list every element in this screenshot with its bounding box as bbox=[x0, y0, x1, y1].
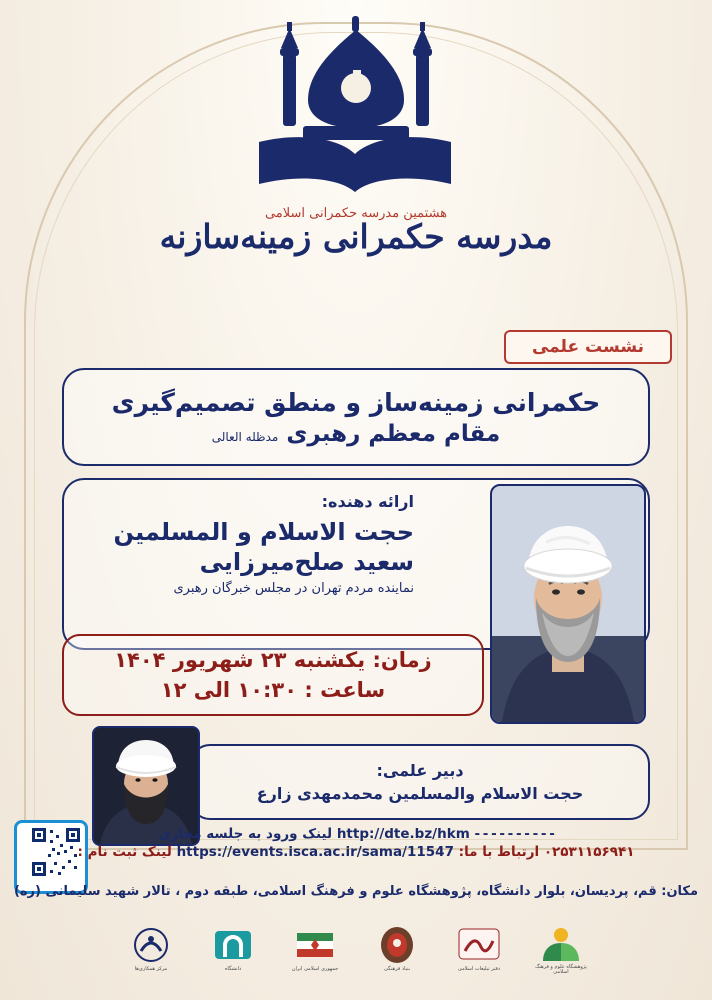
register-link-row[interactable] bbox=[0, 844, 712, 860]
navy-seal-icon bbox=[129, 925, 173, 965]
speaker-name-line-2: سعید صلح‌میرزایی bbox=[199, 548, 414, 576]
title-line-2-main: مقام معظم رهبری bbox=[286, 420, 501, 447]
brand-script-line: هشتمین مدرسه حکمرانی اسلامی bbox=[264, 206, 448, 221]
speaker-role: نماینده مردم تهران در مجلس خبرگان رهبری bbox=[173, 581, 414, 596]
footer-logo-calligraphy-red bbox=[449, 918, 509, 980]
footer-logo-emblem-dark bbox=[367, 918, 427, 980]
contact-number: ۰۲۵۳۱۱۵۶۹۴۱ bbox=[543, 844, 635, 860]
emblem-icon bbox=[375, 925, 419, 965]
footer-logo-iran-flag bbox=[285, 918, 345, 980]
dash-separator: - - - - - - - - - - bbox=[474, 826, 554, 842]
speaker-name-line-1: حجت الاسلام و المسلمین bbox=[113, 518, 414, 546]
footer-logo-university-teal bbox=[203, 918, 263, 980]
virtual-link-row[interactable] bbox=[0, 826, 712, 842]
footer-logo-navy-seal bbox=[121, 918, 181, 980]
title-box bbox=[62, 368, 650, 466]
footer-logo-caption-2: دفتر تبلیغات اسلامی bbox=[457, 966, 501, 973]
mosque-book-icon bbox=[241, 14, 471, 204]
brand-main-line: مدرسه حکمرانی زمینه‌سازنه bbox=[159, 217, 553, 256]
footer-logo-isca-green bbox=[531, 918, 591, 980]
secretary-label: دبیر علمی: bbox=[376, 761, 464, 780]
speaker-photo bbox=[490, 484, 646, 724]
virtual-link-url[interactable]: http://dte.bz/hkm bbox=[336, 826, 470, 842]
event-type-badge: نشست علمی bbox=[504, 330, 672, 364]
contact-label: ارتباط با ما: bbox=[458, 844, 540, 860]
venue-text: مکان: قم، پردیسان، بلوار دانشگاه، پژوهشگاه علوم و فرهنگ اسلامی، طبقه دوم ، تالار شهید سلیمانی (ره) bbox=[13, 884, 699, 899]
brand-logo bbox=[0, 14, 712, 256]
title-line-2 bbox=[212, 421, 501, 447]
footer-logo-caption-3: بنیاد فرهنگی bbox=[384, 966, 410, 973]
title-line-1: حکمرانی زمینه‌ساز و منطق تصمیم‌گیری bbox=[111, 387, 601, 417]
arch-university-icon bbox=[211, 925, 255, 965]
speaker-text bbox=[74, 492, 414, 596]
event-date: زمان: یکشنبه ۲۳ شهریور ۱۴۰۴ bbox=[114, 648, 432, 672]
footer-logo-caption-4: جمهوری اسلامی ایران bbox=[291, 966, 339, 973]
secretary-name: حجت الاسلام والمسلمین محمدمهدی زارع bbox=[256, 784, 584, 803]
title-line-2-suffix: مدظله العالی bbox=[211, 429, 279, 444]
register-link-url[interactable]: https://events.isca.ac.ir/sama/11547 bbox=[176, 844, 454, 860]
footer-logo-caption-6: مرکز همکاری‌ها bbox=[134, 966, 168, 973]
speaker-portrait-illustration bbox=[492, 486, 644, 722]
footer-logo-caption-1: پژوهشگاه علوم و فرهنگ اسلامی bbox=[535, 963, 587, 975]
secretary-box bbox=[190, 744, 650, 820]
calligraphy-icon bbox=[457, 925, 501, 965]
footer-logo-caption-5: دانشگاه bbox=[224, 966, 242, 973]
iran-flag-icon bbox=[293, 925, 337, 965]
speaker-label: ارائه دهنده: bbox=[321, 492, 414, 511]
register-link-label: لینک ثبت نام : bbox=[77, 844, 172, 860]
time-box bbox=[62, 634, 484, 716]
links-block bbox=[0, 824, 712, 862]
event-hour: ساعت : ۱۰:۳۰ الی ۱۲ bbox=[160, 678, 386, 702]
leaf-sun-icon bbox=[539, 923, 583, 963]
virtual-link-label: لینک ورود به جلسه مجازی bbox=[158, 826, 333, 842]
footer-logos bbox=[0, 906, 712, 992]
